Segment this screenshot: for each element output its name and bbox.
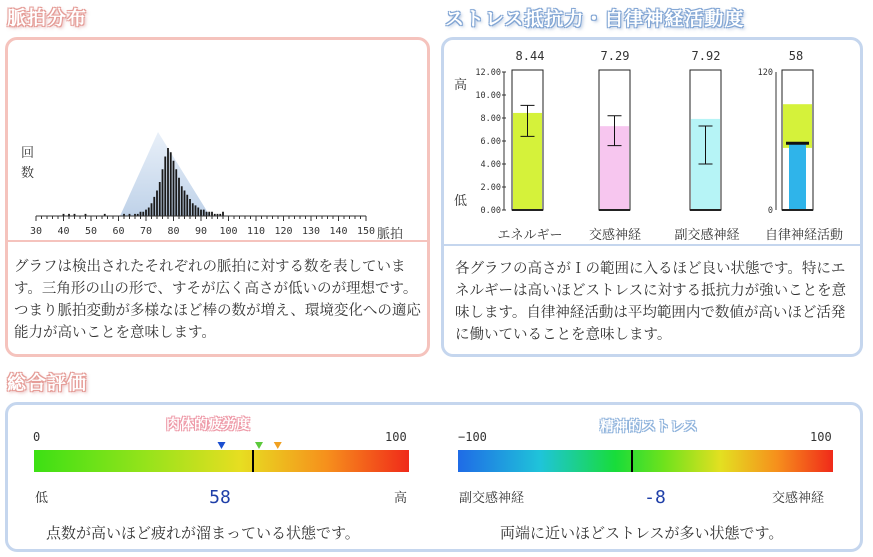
pulse-bar [184, 191, 186, 217]
fatigue-marker [274, 442, 282, 449]
stress-max: 100 [810, 430, 832, 444]
pulse-bar [222, 212, 224, 216]
stress-needle [631, 450, 633, 472]
stress-description-bottom: 両端に近いほどストレスが多い状態です。 [500, 524, 784, 542]
pulse-bar [203, 210, 205, 216]
stress-gauge-bar [458, 450, 833, 472]
pulse-bar [159, 182, 161, 216]
pulse-bar [156, 191, 158, 217]
fatigue-description: 点数が高いほど疲れが溜まっている状態です。 [46, 524, 360, 542]
pulse-tick-label: 30 [29, 226, 43, 237]
stress-right-label: 交感神経 [772, 491, 825, 506]
stress-scale-label: 2.00 [480, 183, 501, 193]
stress-value: -8 [644, 487, 666, 508]
pulse-bar [200, 210, 202, 216]
pulse-bar [186, 195, 188, 216]
stress-scale-label: 12.00 [475, 68, 501, 78]
pulse-bar [175, 169, 177, 216]
pulse-tick-label: 100 [219, 226, 238, 237]
autonomic-range-band [783, 104, 812, 148]
pulse-bar [170, 152, 172, 216]
pulse-histogram [8, 40, 427, 240]
pulse-ylabel-2: 数 [21, 166, 35, 181]
stress-scale-label: 10.00 [475, 91, 501, 101]
fatigue-marker [218, 442, 226, 449]
stress-description: 各グラフの高さがＩの範囲に入るほど良い状態です。特にエネルギーは高いほどストレスに対する抵抗力が強いことを意味します。自律神経活動は平均範囲内で数値が高いほど活発に働いていることを意味します。 [455, 261, 847, 343]
overall-section-title: 総合評価 [7, 372, 88, 394]
stress-section-title: ストレス抵抗力・自律神経活動度 [445, 8, 745, 30]
pulse-bar [173, 161, 175, 216]
pulse-divider [8, 240, 427, 242]
stress-min: −100 [458, 430, 487, 444]
pulse-tick-label: 120 [274, 226, 293, 237]
pulse-tick-label: 150 [356, 226, 376, 237]
stress-low-label: 低 [454, 194, 468, 209]
fatigue-title: 肉体的疲労度 [166, 417, 250, 433]
pulse-bar [153, 197, 155, 216]
parasympathetic-value: 7.92 [691, 49, 721, 63]
fatigue-gauge-bar [34, 450, 409, 472]
fatigue-value: 58 [209, 487, 231, 508]
pulse-tick-label: 140 [329, 226, 348, 237]
stress-bar-chart [444, 40, 860, 244]
sympathetic-label: 交感神経 [588, 228, 641, 243]
autonomic-scale-bottom: 0 [767, 206, 773, 216]
pulse-xlabel: 脈拍 [377, 227, 404, 242]
mental-stress-title: 精神的ストレス [600, 419, 698, 435]
pulse-ylabel-1: 回 [21, 146, 35, 161]
pulse-bar [162, 169, 164, 216]
pulse-tick-label: 90 [194, 226, 208, 237]
pulse-bar [195, 205, 197, 216]
pulse-bar [181, 186, 183, 216]
pulse-tick-label: 60 [112, 226, 125, 237]
energy-label: エネルギー [497, 228, 563, 243]
pulse-tick-label: 130 [301, 226, 321, 237]
fatigue-low-label: 低 [35, 491, 49, 506]
energy-value: 8.44 [515, 49, 545, 63]
fatigue-high-label: 高 [394, 491, 408, 506]
stress-scale-label: 6.00 [480, 137, 501, 147]
pulse-tick-label: 110 [246, 226, 266, 237]
pulse-bar [140, 212, 142, 216]
stress-high-label: 高 [454, 78, 468, 93]
pulse-bar [189, 199, 191, 216]
autonomic-scale-top: 120 [757, 68, 773, 78]
stress-divider [444, 244, 860, 246]
pulse-bar [167, 148, 169, 216]
fatigue-max: 100 [385, 430, 407, 444]
parasympathetic-label: 副交感神経 [674, 228, 740, 243]
autonomic-label: 自律神経活動 [764, 228, 843, 243]
pulse-bar [211, 212, 213, 216]
pulse-tick-label: 50 [84, 226, 98, 237]
pulse-section-title: 脈拍分布 [7, 7, 88, 29]
stress-scale-label: 0.00 [480, 206, 501, 216]
pulse-tick-label: 70 [139, 226, 153, 237]
sympathetic-value: 7.29 [600, 49, 630, 63]
fatigue-marker [255, 442, 263, 449]
pulse-description: グラフは検出されたそれぞれの脈拍に対する数を表しています。三角形の山の形で、すそが広く高さが低いのが理想です。つまり脈拍変動が多様なほど棒の数が増え、環境変化への適応能力が高いことを意味します。 [14, 259, 421, 341]
pulse-bar [197, 208, 199, 217]
pulse-tick-label: 40 [57, 226, 70, 237]
pulse-bar [206, 212, 208, 216]
pulse-bar [164, 157, 166, 217]
pulse-bar [192, 203, 194, 216]
fatigue-min: 0 [33, 430, 41, 444]
stress-scale-label: 8.00 [480, 114, 501, 124]
pulse-bar [142, 212, 144, 216]
stress-scale-label: 4.00 [480, 160, 501, 170]
pulse-bar [151, 203, 153, 216]
pulse-bar [178, 178, 180, 216]
pulse-bar [208, 212, 210, 216]
pulse-tick-label: 80 [167, 226, 180, 237]
pulse-bar [145, 210, 147, 216]
fatigue-needle [252, 450, 254, 472]
autonomic-value: 58 [788, 49, 804, 63]
autonomic-bar [789, 143, 806, 210]
fatigue-markers [34, 440, 409, 450]
pulse-bar [148, 208, 150, 217]
stress-left-label: 副交感神経 [459, 491, 525, 506]
